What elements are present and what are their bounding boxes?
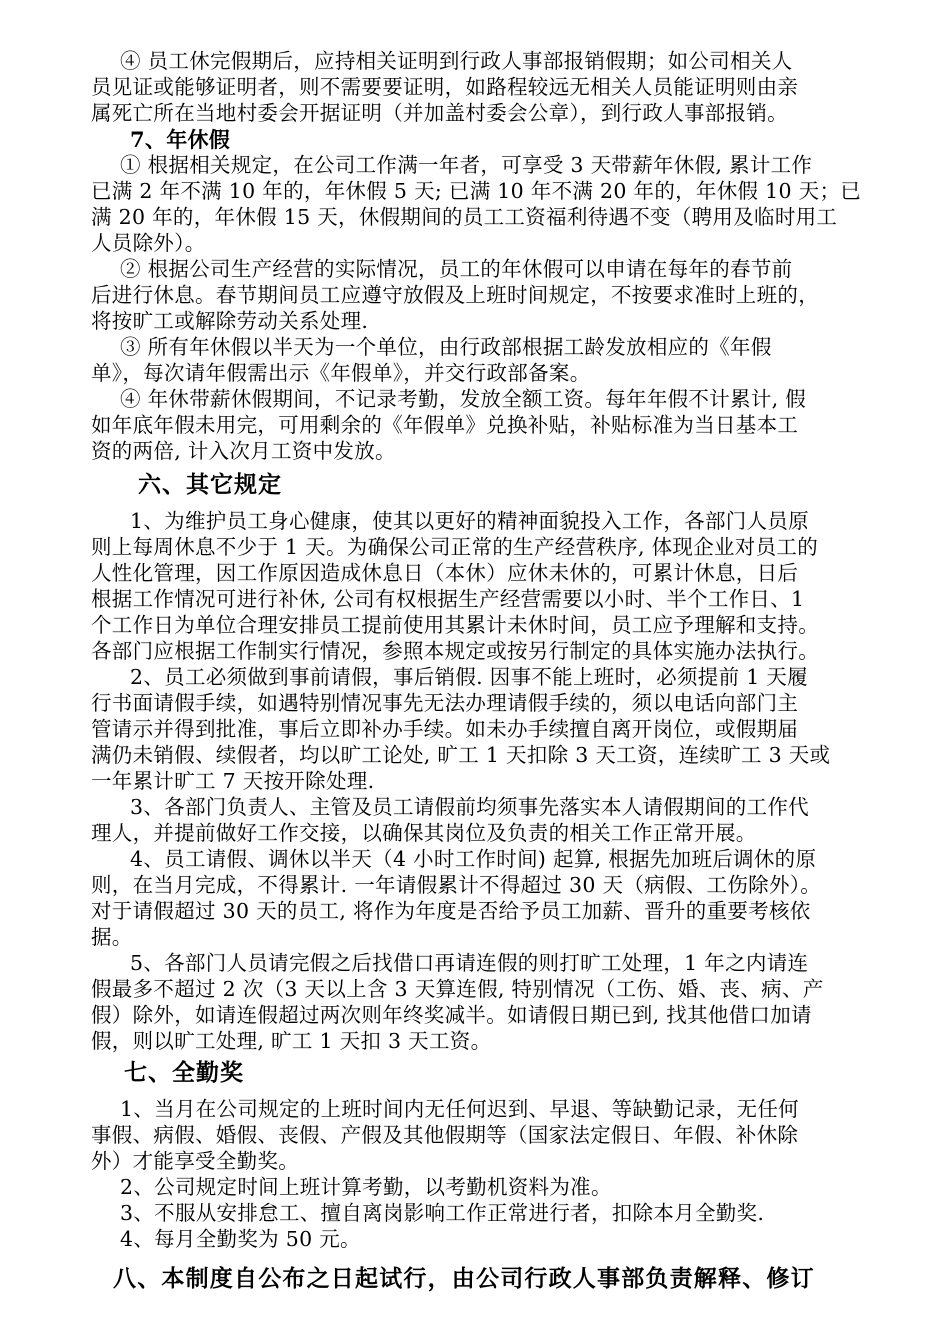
paragraph-line: 满 20 年的，年休假 15 天，休假期间的员工工资福利待遇不变（聘用及临时用工 bbox=[91, 205, 838, 229]
paragraph-line: 1、为维护员工身心健康，使其以更好的精神面貌投入工作，各部门人员原 bbox=[130, 509, 809, 533]
paragraph-line: ④ 员工休完假期后，应持相关证明到行政人事部报销假期；如公司相关人 bbox=[120, 49, 793, 73]
paragraph-line: 员见证或能够证明者，则不需要要证明，如路程较远无相关人员能证明则由亲 bbox=[91, 75, 799, 99]
attendance-award-heading: 七、全勤奖 bbox=[124, 1059, 244, 1086]
paragraph-line: 一年累计旷工 7 天按开除处理. bbox=[91, 769, 375, 793]
paragraph-line: 将按旷工或解除劳动关系处理. bbox=[91, 309, 369, 333]
paragraph-line: 事假、病假、婚假、丧假、产假及其他假期等（国家法定假日、年假、补休除 bbox=[91, 1123, 799, 1147]
other-rules-heading: 六、其它规定 bbox=[138, 471, 282, 498]
paragraph-line: 对于请假超过 30 天的员工, 将作为年度是否给予员工加薪、晋升的重要考核依 bbox=[91, 899, 811, 923]
paragraph-line: 据。 bbox=[91, 925, 133, 949]
paragraph-line: 满仍未销假、续假者，均以旷工论处, 旷工 1 天扣除 3 天工资，连续旷工 3 天或 bbox=[91, 743, 831, 767]
paragraph-line: ② 根据公司生产经营的实际情况，员工的年休假可以申请在每年的春节前 bbox=[120, 257, 793, 281]
paragraph-line: 2、公司规定时间上班计算考勤，以考勤机资料为准。 bbox=[120, 1175, 612, 1199]
paragraph-line: 后进行休息。春节期间员工应遵守放假及上班时间规定，不按要求准时上班的， bbox=[91, 283, 819, 307]
paragraph-line: ③ 所有年休假以半天为一个单位，由行政部根据工龄发放相应的《年假 bbox=[120, 335, 772, 359]
final-clause-heading: 八、本制度自公布之日起试行，由公司行政人事部负责解释、修订 bbox=[113, 1265, 815, 1292]
paragraph-line: 根据工作情况可进行补休, 公司有权根据生产经营需要以小时、半个工作日、1 bbox=[91, 587, 805, 611]
paragraph-line: 个工作日为单位合理安排员工提前使用其累计未休时间，员工应予理解和支持。 bbox=[91, 613, 819, 637]
paragraph-line: 4、每月全勤奖为 50 元。 bbox=[120, 1227, 361, 1251]
paragraph-line: ① 根据相关规定，在公司工作满一年者，可享受 3 天带薪年休假, 累计工作 bbox=[120, 153, 813, 177]
paragraph-line: 假）除外，如请连假超过两次则年终奖减半。如请假日期已到, 找其他借口加请 bbox=[91, 1003, 812, 1027]
paragraph-line: 3、各部门负责人、主管及员工请假前均须事先落实本人请假期间的工作代 bbox=[130, 795, 809, 819]
paragraph-line: 1、当月在公司规定的上班时间内无任何迟到、早退、等缺勤记录，无任何 bbox=[120, 1097, 799, 1121]
paragraph-line: 人员除外）。 bbox=[91, 231, 206, 255]
paragraph-line: 外）才能享受全勤奖。 bbox=[91, 1149, 299, 1173]
paragraph-line: 管请示并得到批准，事后立即补办手续。如未办手续擅自离开岗位，或假期届 bbox=[91, 717, 799, 741]
paragraph-line: 2、员工必须做到事前请假，事后销假. 因事不能上班时，必须提前 1 天履 bbox=[130, 665, 808, 689]
paragraph-line: 4、员工请假、调休以半天（4 小时工作时间) 起算, 根据先加班后调休的原 bbox=[130, 847, 817, 871]
paragraph-line: 假，则以旷工处理, 旷工 1 天扣 3 天工资。 bbox=[91, 1029, 492, 1053]
paragraph-line: 资的两倍, 计入次月工资中发放。 bbox=[91, 439, 396, 463]
paragraph-line: 各部门应根据工作制实行情况，参照本规定或按另行制定的具体实施办法执行。 bbox=[91, 639, 819, 663]
annual-leave-heading: 7、年休假 bbox=[130, 127, 231, 152]
paragraph-line: 则上每周休息不少于 1 天。为确保公司正常的生产经营秩序, 体现企业对员工的 bbox=[91, 535, 819, 559]
paragraph-line: 3、不服从安排怠工、擅自离岗影响工作正常进行者，扣除本月全勤奖. bbox=[120, 1201, 765, 1225]
paragraph-line: ④ 年休带薪休假期间，不记录考勤，发放全额工资。每年年假不计累计, 假 bbox=[120, 387, 807, 411]
paragraph-line: 行书面请假手续，如遇特别情况事先无法办理请假手续的，须以电话向部门主 bbox=[91, 691, 799, 715]
paragraph-line: 理人，并提前做好工作交接，以确保其岗位及负责的相关工作正常开展。 bbox=[91, 821, 757, 845]
paragraph-line: 人性化管理，因工作原因造成休息日（本休）应休未休的，可累计休息，日后 bbox=[91, 561, 799, 585]
paragraph-line: 5、各部门人员请完假之后找借口再请连假的则打旷工处理，1 年之内请连 bbox=[130, 951, 809, 975]
paragraph-line: 则，在当月完成，不得累计. 一年请假累计不得超过 30 天（病假、工伤除外）。 bbox=[91, 873, 822, 897]
paragraph-line: 单》，每次请年假需出示《年假单》，并交行政部备案。 bbox=[91, 361, 591, 385]
paragraph-line: 假最多不超过 2 次（3 天以上含 3 天算连假, 特别情况（工伤、婚、丧、病、产 bbox=[91, 977, 824, 1001]
paragraph-line: 如年底年假未用完，可用剩余的《年假单》兑换补贴，补贴标准为当日基本工 bbox=[91, 413, 799, 437]
paragraph-line: 属死亡所在当地村委会开据证明（并加盖村委会公章），到行政人事部报销。 bbox=[91, 101, 788, 125]
paragraph-line: 已满 2 年不满 10 年的，年休假 5 天; 已满 10 年不满 20 年的，年休假 10 天；已 bbox=[91, 179, 862, 203]
